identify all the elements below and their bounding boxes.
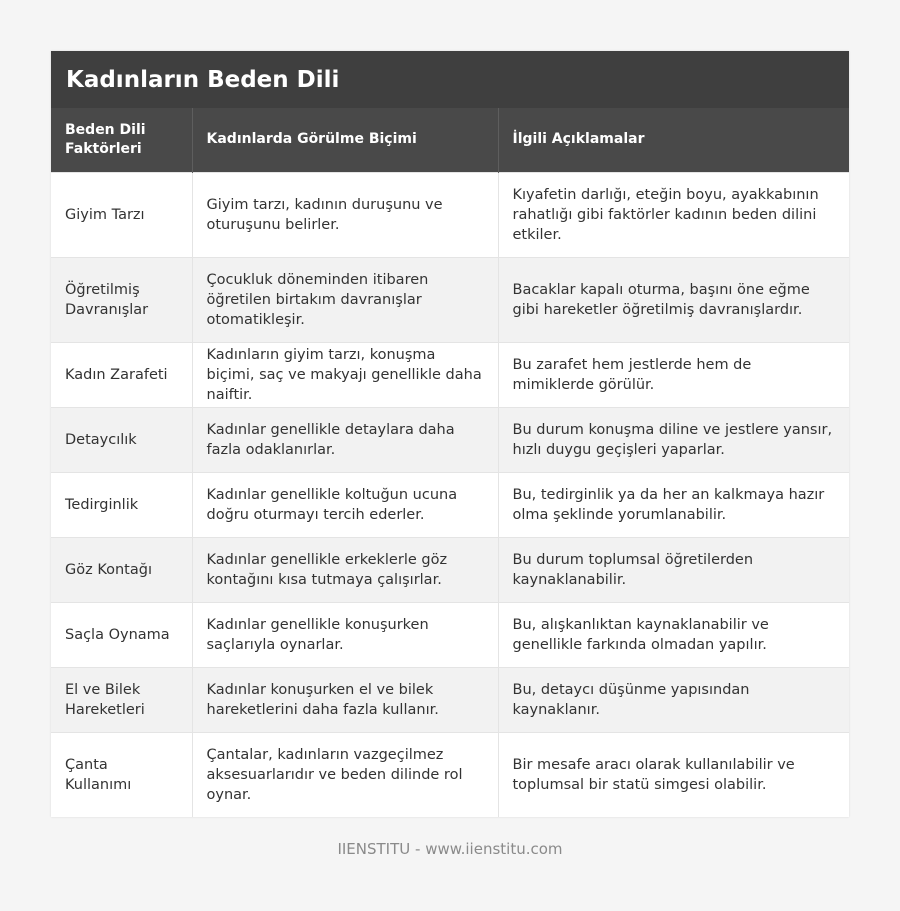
table-row xyxy=(51,342,849,407)
table-title: Kadınların Beden Dili xyxy=(51,51,849,108)
footer-credit: IIENSTITU - www.iienstitu.com xyxy=(337,840,563,858)
cell-explanation: Bu durum konuşma diline ve jestlere yansır, hızlı duygu geçişleri yaparlar. xyxy=(498,407,849,472)
table-row xyxy=(51,667,849,732)
cell-manifestation: Kadınlar genellikle detaylara daha fazla odaklanırlar. xyxy=(192,407,498,472)
cell-explanation: Bir mesafe aracı olarak kullanılabilir ve toplumsal bir statü simgesi olabilir. xyxy=(498,732,849,817)
column-header-explanations: İlgili Açıklamalar xyxy=(512,131,645,148)
cell-explanation: Bacaklar kapalı oturma, başını öne eğme gibi hareketler öğretilmiş davranışlardır. xyxy=(498,257,849,342)
cell-manifestation: Çocukluk döneminden itibaren öğretilen birtakım davranışlar otomatikleşir. xyxy=(192,257,498,342)
table-row xyxy=(51,602,849,667)
table-card xyxy=(51,51,849,817)
cell-factor: Kadın Zarafeti xyxy=(51,342,192,407)
body-language-table xyxy=(51,108,849,817)
table-row xyxy=(51,732,849,817)
cell-factor: Göz Kontağı xyxy=(51,537,192,602)
cell-explanation: Bu zarafet hem jestlerde hem de mimiklerde görülür. xyxy=(498,342,849,407)
cell-explanation: Bu, tedirginlik ya da her an kalkmaya hazır olma şeklinde yorumlanabilir. xyxy=(498,472,849,537)
cell-factor: Giyim Tarzı xyxy=(51,172,192,257)
table-row xyxy=(51,407,849,472)
cell-manifestation: Kadınlar konuşurken el ve bilek hareketlerini daha fazla kullanır. xyxy=(192,667,498,732)
cell-factor: Saçla Oynama xyxy=(51,602,192,667)
table-row xyxy=(51,537,849,602)
table-row xyxy=(51,172,849,257)
table-row xyxy=(51,257,849,342)
table-row xyxy=(51,472,849,537)
cell-explanation: Kıyafetin darlığı, eteğin boyu, ayakkabının rahatlığı gibi faktörler kadının beden dilini etkiler. xyxy=(498,172,849,257)
cell-explanation: Bu durum toplumsal öğretilerden kaynaklanabilir. xyxy=(498,537,849,602)
cell-factor: El ve Bilek Hareketleri xyxy=(51,667,192,732)
column-header-factors: Beden Dili Faktörleri xyxy=(51,108,192,172)
header-row xyxy=(51,108,849,172)
cell-factor: Öğretilmiş Davranışlar xyxy=(51,257,192,342)
cell-factor: Tedirginlik xyxy=(51,472,192,537)
cell-factor: Çanta Kullanımı xyxy=(51,732,192,817)
column-header-manifestation: Kadınlarda Görülme Biçimi xyxy=(192,108,498,172)
cell-explanation: Bu, alışkanlıktan kaynaklanabilir ve genellikle farkında olmadan yapılır. xyxy=(498,602,849,667)
cell-manifestation: Kadınlar genellikle erkeklerle göz kontağını kısa tutmaya çalışırlar. xyxy=(192,537,498,602)
cell-manifestation: Giyim tarzı, kadının duruşunu ve oturuşunu belirler. xyxy=(192,172,498,257)
cell-factor: Detaycılık xyxy=(51,407,192,472)
cell-manifestation: Çantalar, kadınların vazgeçilmez aksesuarlarıdır ve beden dilinde rol oynar. xyxy=(192,732,498,817)
cell-manifestation: Kadınların giyim tarzı, konuşma biçimi, saç ve makyajı genellikle daha naiftir. xyxy=(192,342,498,407)
cell-manifestation: Kadınlar genellikle koltuğun ucuna doğru oturmayı tercih ederler. xyxy=(192,472,498,537)
cell-explanation: Bu, detaycı düşünme yapısından kaynaklanır. xyxy=(498,667,849,732)
cell-manifestation: Kadınlar genellikle konuşurken saçlarıyla oynarlar. xyxy=(192,602,498,667)
